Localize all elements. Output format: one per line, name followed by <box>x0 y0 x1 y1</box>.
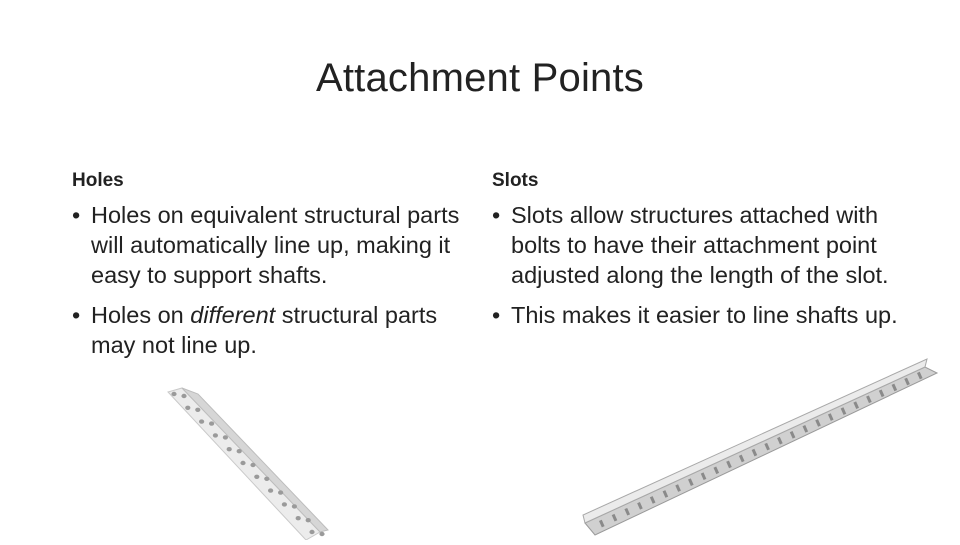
holes-bullet-2 <box>72 300 472 360</box>
bracket-hole <box>185 406 190 410</box>
perforated-angle-bracket-icon <box>160 380 330 540</box>
bracket-hole <box>278 490 283 494</box>
bullet-dot: • <box>72 202 81 228</box>
bracket-hole <box>309 530 314 534</box>
bracket-hole <box>250 463 255 467</box>
bracket-hole <box>254 475 259 479</box>
bracket-hole <box>171 392 176 396</box>
bracket-hole <box>240 461 245 465</box>
bracket-hole <box>195 408 200 412</box>
bracket-hole <box>268 488 273 492</box>
holes-bullet-1 <box>72 200 472 290</box>
bracket-hole <box>227 447 232 451</box>
slide-title: Attachment Points <box>315 56 644 100</box>
bullet-text: Slots allow structures attached with bolts to have their attachment point adjusted along the length of the slot. <box>511 202 889 288</box>
bracket-hole <box>181 394 186 398</box>
holes-heading: Holes <box>72 170 124 191</box>
bracket-hole <box>237 449 242 453</box>
bullet-text: Holes on equivalent structural parts will automatically line up, making it easy to support shafts. <box>91 202 460 288</box>
bracket-hole <box>319 532 324 536</box>
bracket-hole <box>292 504 297 508</box>
bracket-hole <box>264 477 269 481</box>
bullet-dot: • <box>72 302 81 328</box>
bullet-dot: • <box>492 202 501 228</box>
bracket-hole <box>296 516 301 520</box>
slots-bullet-2 <box>492 300 902 330</box>
bracket-hole <box>209 421 214 425</box>
slots-bullet-list <box>492 200 902 340</box>
bullet-dot: • <box>492 302 501 328</box>
bracket-hole <box>306 518 311 522</box>
bracket-hole <box>199 419 204 423</box>
slots-heading: Slots <box>492 170 539 191</box>
bracket-hole <box>223 435 228 439</box>
slots-bullet-1 <box>492 200 902 290</box>
bracket-hole <box>213 433 218 437</box>
bullet-text-after: structural parts may not line up. <box>91 302 438 358</box>
holes-bullet-list <box>72 200 472 370</box>
slotted-rail-icon <box>575 355 945 540</box>
bracket-hole <box>282 502 287 506</box>
bullet-text-before: Holes on <box>91 302 191 328</box>
bullet-text-emphasis: different <box>190 302 276 328</box>
bullet-text: This makes it easier to line shafts up. <box>511 302 898 328</box>
